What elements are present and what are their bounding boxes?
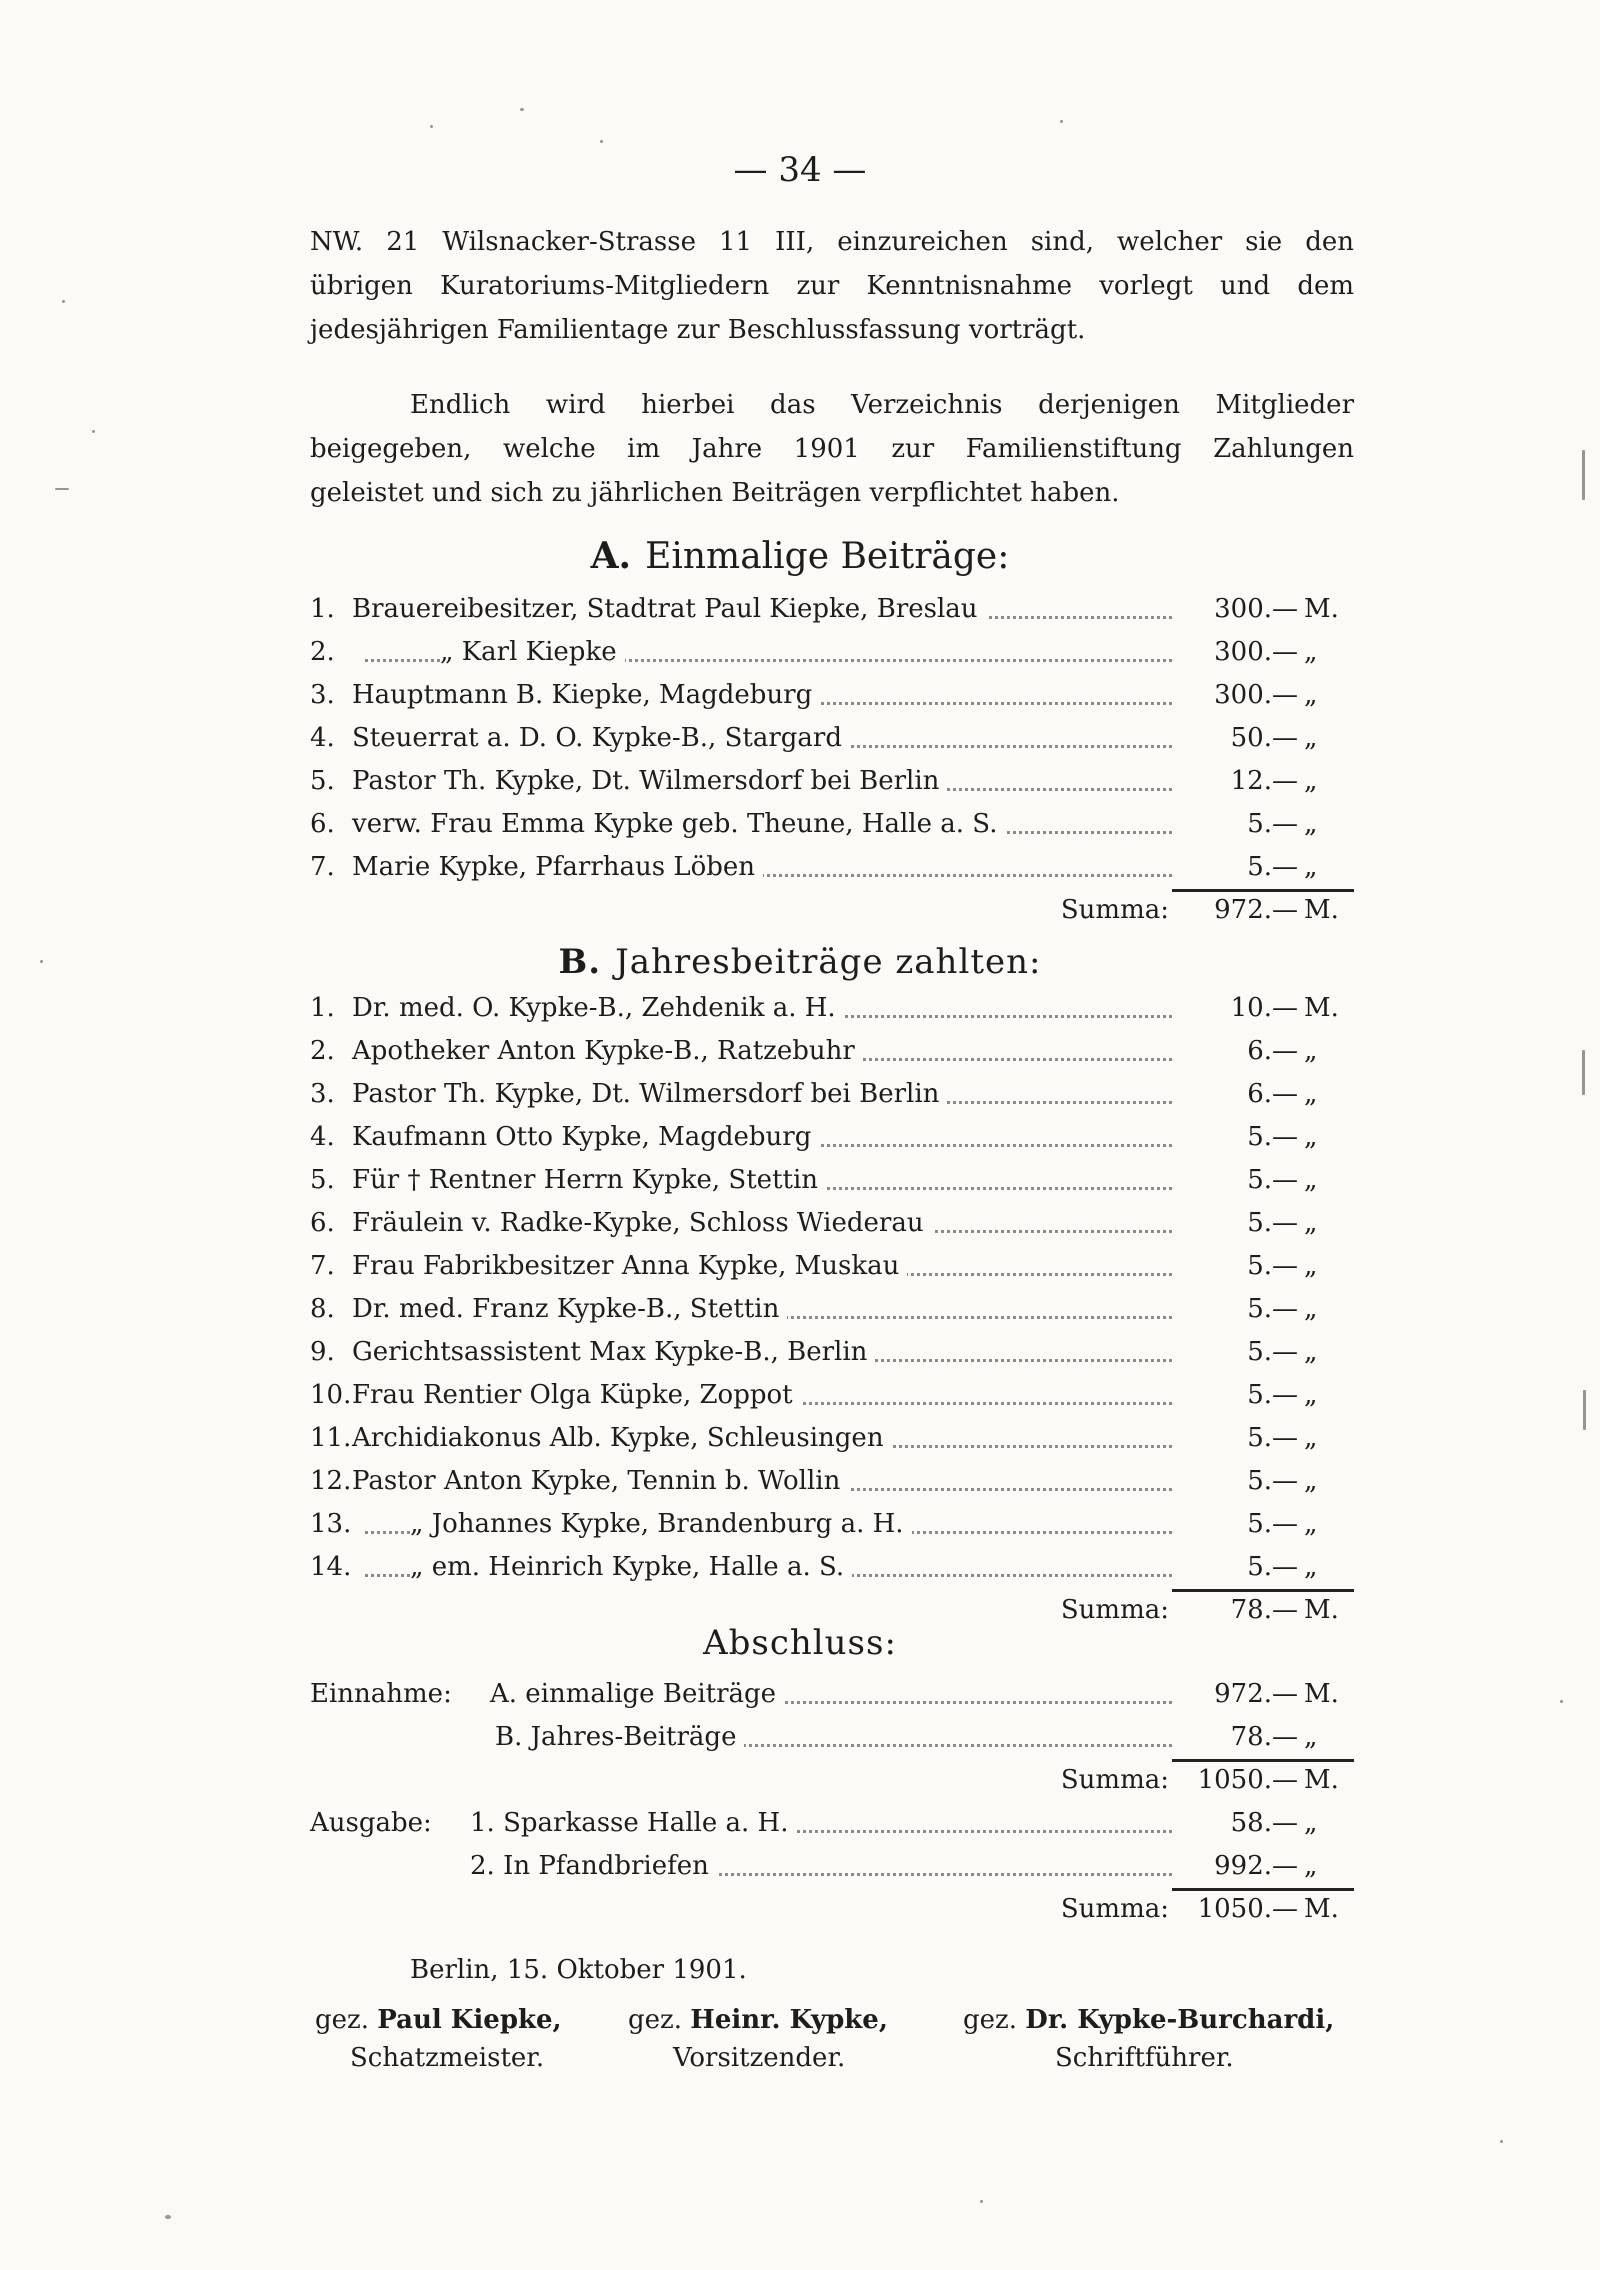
section-a-sum: Summa: 972.— M. xyxy=(1060,895,1339,925)
list-item: 10. Frau Rentier Olga Küpke, Zoppot 5.— „ xyxy=(310,1374,1354,1417)
section-a-list xyxy=(310,588,1354,932)
list-item: 1. Dr. med. O. Kypke-B., Zehdenik a. H. 10.— M. xyxy=(310,987,1354,1030)
abschluss-heading: Abschluss: xyxy=(703,1623,897,1663)
intro-line-1: NW. 21 Wilsnacker-Strasse 11 III, einzureichen sind, welcher sie den xyxy=(310,227,1354,257)
list-item: 5. Pastor Th. Kypke, Dt. Wilmersdorf bei Berlin 12.— „ xyxy=(310,760,1354,803)
abschluss-block xyxy=(310,1673,1354,1931)
section-a-heading xyxy=(0,535,1600,577)
second-line-1: Endlich wird hierbei das Verzeichnis derjenigen Mitglieder xyxy=(410,390,1354,420)
list-item: 7. Marie Kypke, Pfarrhaus Löben 5.— „ xyxy=(310,846,1354,889)
intro-line-3: jedesjährigen Familientage zur Beschlussfassung vorträgt. xyxy=(310,315,1086,345)
list-item: 4. Steuerrat a. D. O. Kypke-B., Stargard 50.— „ xyxy=(310,717,1354,760)
list-item: 4. Kaufmann Otto Kypke, Magdeburg 5.— „ xyxy=(310,1116,1354,1159)
signature-chairman: gez. Heinr. Kypke, Vorsitzender. xyxy=(628,2005,888,2073)
einnahme-sum: Summa: 1050.— M. xyxy=(1060,1765,1339,1795)
list-item: 3. Pastor Th. Kypke, Dt. Wilmersdorf bei Berlin 6.— „ xyxy=(310,1073,1354,1116)
ausgabe-row: 2. In Pfandbriefen 992.— „ xyxy=(310,1845,1354,1888)
einnahme-label: Einnahme: xyxy=(310,1679,452,1709)
section-a-letter: A. xyxy=(590,535,632,577)
list-item: 2. Apotheker Anton Kypke-B., Ratzebuhr 6.— „ xyxy=(310,1030,1354,1073)
place-date: Berlin, 15. Oktober 1901. xyxy=(410,1955,747,1985)
list-item: 6. verw. Frau Emma Kypke geb. Theune, Halle a. S. 5.— „ xyxy=(310,803,1354,846)
list-item: 13. „ Johannes Kypke, Brandenburg a. H. 5.— „ xyxy=(310,1503,1354,1546)
list-item: 7. Frau Fabrikbesitzer Anna Kypke, Muskau 5.— „ xyxy=(310,1245,1354,1288)
list-item: 12. Pastor Anton Kypke, Tennin b. Wollin 5.— „ xyxy=(310,1460,1354,1503)
intro-line-2: übrigen Kuratoriums-Mitgliedern zur Kenntnisnahme vorlegt und dem xyxy=(310,271,1354,301)
signature-treasurer: gez. Paul Kiepke, Schatzmeister. xyxy=(315,2005,562,2073)
list-item: 11. Archidiakonus Alb. Kypke, Schleusingen 5.— „ xyxy=(310,1417,1354,1460)
section-b-title: Jahresbeiträge zahlten: xyxy=(615,942,1042,982)
section-b-list xyxy=(310,987,1354,1632)
einnahme-row: Einnahme: A. einmalige Beiträge 972.— M. xyxy=(310,1673,1354,1716)
list-item: 8. Dr. med. Franz Kypke-B., Stettin 5.— „ xyxy=(310,1288,1354,1331)
list-item: 6. Fräulein v. Radke-Kypke, Schloss Wiederau 5.— „ xyxy=(310,1202,1354,1245)
ausgabe-label: Ausgabe: xyxy=(310,1808,432,1838)
second-line-2: beigegeben, welche im Jahre 1901 zur Familienstiftung Zahlungen xyxy=(310,434,1354,464)
signature-secretary: gez. Dr. Kypke-Burchardi, Schriftführer. xyxy=(963,2005,1335,2073)
section-b-letter: B. xyxy=(558,942,602,982)
ausgabe-row: Ausgabe: 1. Sparkasse Halle a. H. 58.— „ xyxy=(310,1802,1354,1845)
list-item: 1. Brauereibesitzer, Stadtrat Paul Kiepke, Breslau 300.— M. xyxy=(310,588,1354,631)
section-b-heading xyxy=(0,942,1600,982)
list-item: 3. Hauptmann B. Kiepke, Magdeburg 300.— „ xyxy=(310,674,1354,717)
einnahme-row: B. Jahres-Beiträge 78.— „ xyxy=(310,1716,1354,1759)
list-item: 2. „ Karl Kiepke 300.— „ xyxy=(310,631,1354,674)
list-item: 14. „ em. Heinrich Kypke, Halle a. S. 5.— „ xyxy=(310,1546,1354,1589)
list-item: 5. Für † Rentner Herrn Kypke, Stettin 5.— „ xyxy=(310,1159,1354,1202)
list-item: 9. Gerichtsassistent Max Kypke-B., Berlin 5.— „ xyxy=(310,1331,1354,1374)
second-paragraph xyxy=(310,383,1354,515)
page-number: — 34 — xyxy=(733,150,867,190)
section-a-title: Einmalige Beiträge: xyxy=(645,536,1010,577)
section-b-sum: Summa: 78.— M. xyxy=(1060,1595,1339,1625)
ausgabe-sum: Summa: 1050.— M. xyxy=(1060,1894,1339,1924)
intro-paragraph xyxy=(310,220,1354,352)
second-line-3: geleistet und sich zu jährlichen Beiträgen verpflichtet haben. xyxy=(310,478,1120,508)
